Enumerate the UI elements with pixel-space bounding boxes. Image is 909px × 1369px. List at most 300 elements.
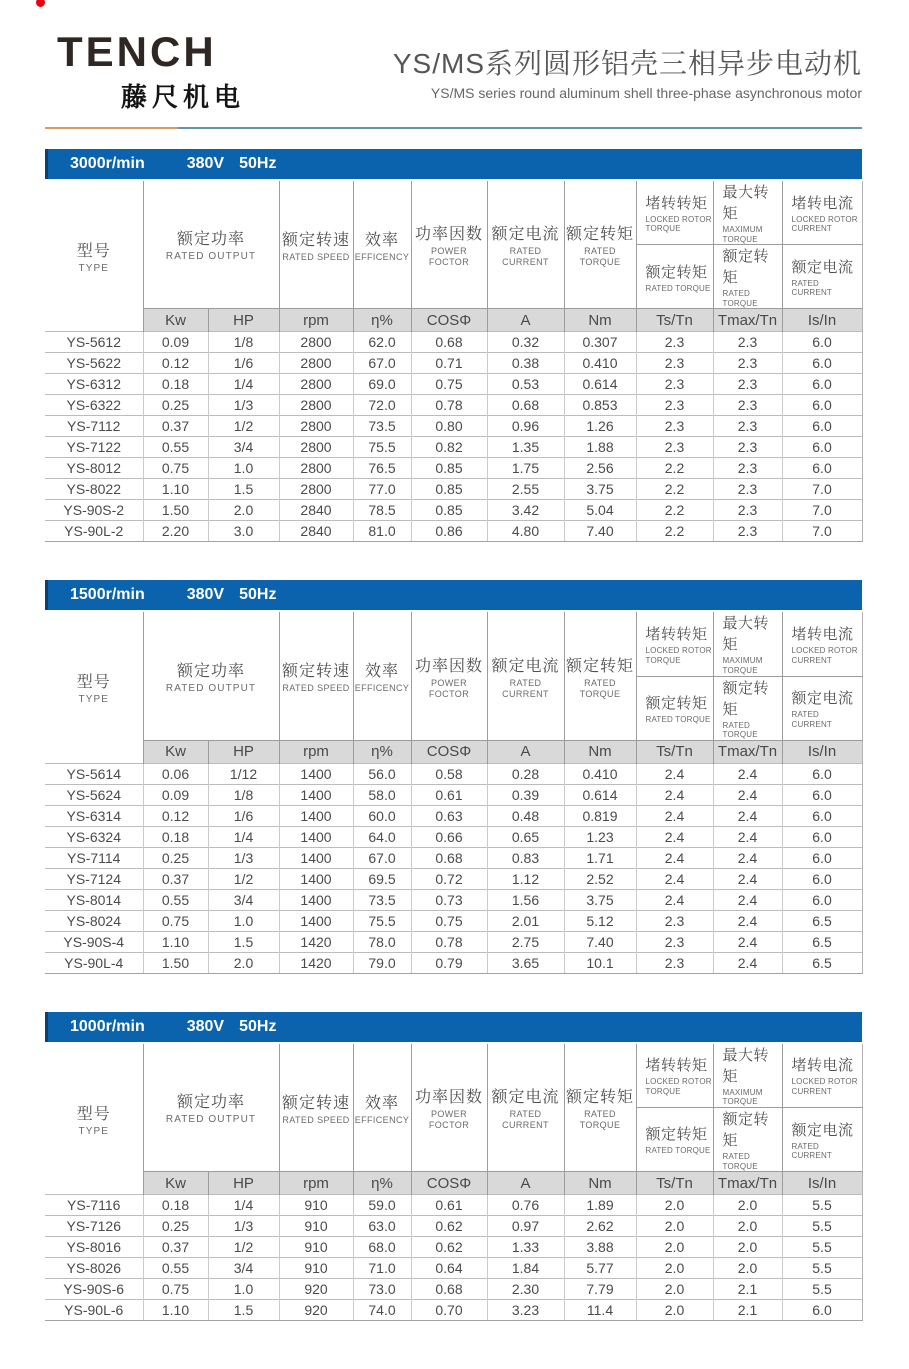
unit-cell: COSΦ xyxy=(411,740,487,763)
value-cell: 2800 xyxy=(279,458,353,479)
unit-cell: COSΦ xyxy=(411,1172,487,1195)
value-cell: 6.0 xyxy=(782,395,862,416)
value-cell: 7.79 xyxy=(564,1279,636,1300)
spec-row xyxy=(45,374,862,395)
col-maximum-torque: 最大转矩 MAXIMUM TORQUE xyxy=(713,181,782,245)
value-cell: 5.5 xyxy=(782,1237,862,1258)
value-cell: 910 xyxy=(279,1195,353,1216)
band-speed: 1500r/min xyxy=(70,586,145,604)
value-cell: 0.76 xyxy=(487,1195,564,1216)
value-cell: 0.71 xyxy=(411,353,487,374)
value-cell: 0.614 xyxy=(564,374,636,395)
value-cell: 0.68 xyxy=(411,847,487,868)
value-cell: 2.0 xyxy=(713,1258,782,1279)
value-cell: 2840 xyxy=(279,521,353,542)
value-cell: 0.18 xyxy=(143,826,208,847)
value-cell: 1.5 xyxy=(208,1300,279,1321)
value-cell: 6.0 xyxy=(782,458,862,479)
value-cell: 0.32 xyxy=(487,332,564,353)
model-cell: YS-5614 xyxy=(45,763,143,784)
spec-row xyxy=(45,847,862,868)
spec-row xyxy=(45,1258,862,1279)
value-cell: 7.0 xyxy=(782,521,862,542)
value-cell: 2.30 xyxy=(487,1279,564,1300)
value-cell: 1400 xyxy=(279,805,353,826)
value-cell: 5.12 xyxy=(564,910,636,931)
value-cell: 6.0 xyxy=(782,1300,862,1321)
unit-cell: HP xyxy=(208,740,279,763)
value-cell: 0.79 xyxy=(411,952,487,973)
unit-cell: rpm xyxy=(279,1172,353,1195)
spec-row xyxy=(45,395,862,416)
col-rated-speed: 额定转速 RATED SPEED xyxy=(279,181,353,309)
value-cell: 0.55 xyxy=(143,437,208,458)
value-cell: 0.18 xyxy=(143,1195,208,1216)
value-cell: 5.5 xyxy=(782,1279,862,1300)
value-cell: 6.0 xyxy=(782,784,862,805)
model-cell: YS-8016 xyxy=(45,1237,143,1258)
value-cell: 76.5 xyxy=(353,458,411,479)
value-cell: 2.4 xyxy=(713,889,782,910)
unit-cell: Nm xyxy=(564,309,636,332)
value-cell: 0.25 xyxy=(143,395,208,416)
value-cell: 3.75 xyxy=(564,889,636,910)
value-cell: 6.0 xyxy=(782,374,862,395)
model-cell: YS-6324 xyxy=(45,826,143,847)
value-cell: 2800 xyxy=(279,353,353,374)
value-cell: 10.1 xyxy=(564,952,636,973)
unit-cell: Kw xyxy=(143,740,208,763)
value-cell: 69.5 xyxy=(353,868,411,889)
value-cell: 0.75 xyxy=(143,458,208,479)
value-cell: 1.71 xyxy=(564,847,636,868)
col-type: 型号 TYPE xyxy=(76,1105,111,1137)
value-cell: 2.55 xyxy=(487,479,564,500)
value-cell: 0.63 xyxy=(411,805,487,826)
value-cell: 2.1 xyxy=(713,1279,782,1300)
col-efficiency: 效率 EFFICENCY xyxy=(353,1044,411,1172)
value-cell: 1.84 xyxy=(487,1258,564,1279)
model-cell: YS-90S-6 xyxy=(45,1279,143,1300)
value-cell: 1/2 xyxy=(208,868,279,889)
model-cell: YS-7114 xyxy=(45,847,143,868)
model-cell: YS-5622 xyxy=(45,353,143,374)
col-rated-torque: 额定转矩 RATED TORQUE xyxy=(564,181,636,309)
spec-row xyxy=(45,416,862,437)
value-cell: 0.97 xyxy=(487,1216,564,1237)
value-cell: 6.5 xyxy=(782,931,862,952)
value-cell: 67.0 xyxy=(353,847,411,868)
value-cell: 2.4 xyxy=(636,763,713,784)
value-cell: 1.0 xyxy=(208,1279,279,1300)
value-cell: 63.0 xyxy=(353,1216,411,1237)
spec-row xyxy=(45,353,862,374)
model-cell: YS-90L-6 xyxy=(45,1300,143,1321)
col-rated-speed: 额定转速 RATED SPEED xyxy=(279,1044,353,1172)
model-cell: YS-90L-2 xyxy=(45,521,143,542)
value-cell: 1/2 xyxy=(208,416,279,437)
value-cell: 6.0 xyxy=(782,805,862,826)
value-cell: 1.10 xyxy=(143,1300,208,1321)
value-cell: 1/3 xyxy=(208,1216,279,1237)
value-cell: 2.0 xyxy=(636,1258,713,1279)
spec-row xyxy=(45,805,862,826)
value-cell: 2800 xyxy=(279,479,353,500)
value-cell: 2.3 xyxy=(636,353,713,374)
col-locked-rotor-torque: 堵转转矩 LOCKED ROTOR TORQUE xyxy=(636,181,713,245)
col-rated-current: 额定电流 RATED CURRENT xyxy=(487,181,564,309)
col-rated-torque: 额定转矩 RATED TORQUE xyxy=(564,612,636,740)
value-cell: 2.3 xyxy=(636,910,713,931)
value-cell: 0.75 xyxy=(143,910,208,931)
value-cell: 2.4 xyxy=(713,868,782,889)
model-cell: YS-90S-4 xyxy=(45,931,143,952)
value-cell: 0.68 xyxy=(487,395,564,416)
value-cell: 1400 xyxy=(279,910,353,931)
value-cell: 2.1 xyxy=(713,1300,782,1321)
value-cell: 910 xyxy=(279,1216,353,1237)
col-power-factor: 功率因数 POWER FOCTOR xyxy=(411,1044,487,1172)
motor-spec-section xyxy=(45,580,862,973)
col-ratio-rated-current: 额定电流 RATED CURRENT xyxy=(782,676,862,740)
value-cell: 920 xyxy=(279,1300,353,1321)
value-cell: 0.80 xyxy=(411,416,487,437)
value-cell: 3.88 xyxy=(564,1237,636,1258)
model-cell: YS-90S-2 xyxy=(45,500,143,521)
value-cell: 5.5 xyxy=(782,1195,862,1216)
title-block xyxy=(393,28,862,101)
spec-row xyxy=(45,1237,862,1258)
value-cell: 1.10 xyxy=(143,479,208,500)
page-title: YS/MS系列圆形铝壳三相异步电动机 xyxy=(392,48,862,79)
value-cell: 2.4 xyxy=(713,784,782,805)
spec-row xyxy=(45,1279,862,1300)
value-cell: 1/3 xyxy=(208,395,279,416)
value-cell: 0.25 xyxy=(143,847,208,868)
value-cell: 0.853 xyxy=(564,395,636,416)
value-cell: 0.62 xyxy=(411,1237,487,1258)
value-cell: 0.64 xyxy=(411,1258,487,1279)
value-cell: 0.61 xyxy=(411,1195,487,1216)
band-frequency: 50Hz xyxy=(239,586,277,604)
value-cell: 3.23 xyxy=(487,1300,564,1321)
value-cell: 2.3 xyxy=(713,479,782,500)
band-frequency: 50Hz xyxy=(239,155,277,173)
value-cell: 2.0 xyxy=(208,952,279,973)
spec-row xyxy=(45,1216,862,1237)
value-cell: 0.96 xyxy=(487,416,564,437)
value-cell: 7.40 xyxy=(564,521,636,542)
spec-row xyxy=(45,784,862,805)
col-ratio-rated-torque: 额定转矩 RATED TORQUE xyxy=(636,676,713,740)
value-cell: 2.4 xyxy=(713,826,782,847)
value-cell: 69.0 xyxy=(353,374,411,395)
value-cell: 2.3 xyxy=(636,416,713,437)
unit-cell: Is/In xyxy=(782,1172,862,1195)
value-cell: 0.38 xyxy=(487,353,564,374)
value-cell: 5.5 xyxy=(782,1258,862,1279)
unit-cell: rpm xyxy=(279,309,353,332)
col-ratio-rated-torque: 额定转矩 RATED TORQUE xyxy=(713,245,782,309)
value-cell: 2.20 xyxy=(143,521,208,542)
spec-row xyxy=(45,910,862,931)
value-cell: 7.0 xyxy=(782,500,862,521)
value-cell: 1.50 xyxy=(143,952,208,973)
value-cell: 2.2 xyxy=(636,521,713,542)
value-cell: 2.3 xyxy=(636,395,713,416)
value-cell: 1/8 xyxy=(208,784,279,805)
value-cell: 6.0 xyxy=(782,353,862,374)
value-cell: 0.12 xyxy=(143,805,208,826)
col-rated-speed: 额定转速 RATED SPEED xyxy=(279,612,353,740)
value-cell: 0.55 xyxy=(143,1258,208,1279)
col-locked-rotor-current: 堵转电流 LOCKED ROTOR CURRENT xyxy=(782,612,862,676)
value-cell: 0.28 xyxy=(487,763,564,784)
value-cell: 2.0 xyxy=(208,500,279,521)
value-cell: 2.0 xyxy=(636,1195,713,1216)
value-cell: 2.3 xyxy=(713,437,782,458)
speed-band xyxy=(45,1012,862,1042)
spec-row xyxy=(45,479,862,500)
value-cell: 2.3 xyxy=(713,416,782,437)
value-cell: 2.3 xyxy=(636,437,713,458)
col-locked-rotor-torque: 堵转转矩 LOCKED ROTOR TORQUE xyxy=(636,1044,713,1108)
value-cell: 2.3 xyxy=(636,952,713,973)
value-cell: 2800 xyxy=(279,374,353,395)
value-cell: 0.58 xyxy=(411,763,487,784)
unit-cell: A xyxy=(487,1172,564,1195)
value-cell: 1/3 xyxy=(208,847,279,868)
spec-row xyxy=(45,931,862,952)
value-cell: 1.10 xyxy=(143,931,208,952)
unit-cell: Ts/Tn xyxy=(636,740,713,763)
value-cell: 0.25 xyxy=(143,1216,208,1237)
unit-cell: Ts/Tn xyxy=(636,309,713,332)
value-cell: 5.77 xyxy=(564,1258,636,1279)
value-cell: 73.0 xyxy=(353,1279,411,1300)
band-speed: 1000r/min xyxy=(70,1017,145,1035)
value-cell: 2.4 xyxy=(636,847,713,868)
value-cell: 0.68 xyxy=(411,332,487,353)
value-cell: 74.0 xyxy=(353,1300,411,1321)
value-cell: 67.0 xyxy=(353,353,411,374)
value-cell: 1/4 xyxy=(208,374,279,395)
value-cell: 6.0 xyxy=(782,437,862,458)
unit-cell: HP xyxy=(208,309,279,332)
value-cell: 2.0 xyxy=(713,1237,782,1258)
band-speed: 3000r/min xyxy=(70,155,145,173)
model-cell: YS-90L-4 xyxy=(45,952,143,973)
spec-table-body xyxy=(45,1195,862,1321)
value-cell: 0.85 xyxy=(411,458,487,479)
unit-cell: A xyxy=(487,740,564,763)
value-cell: 1.35 xyxy=(487,437,564,458)
col-maximum-torque: 最大转矩 MAXIMUM TORQUE xyxy=(713,612,782,676)
value-cell: 2.3 xyxy=(636,931,713,952)
value-cell: 0.614 xyxy=(564,784,636,805)
value-cell: 2.0 xyxy=(636,1300,713,1321)
value-cell: 1.56 xyxy=(487,889,564,910)
value-cell: 1/2 xyxy=(208,1237,279,1258)
spec-row xyxy=(45,952,862,973)
unit-cell: A xyxy=(487,309,564,332)
value-cell: 0.86 xyxy=(411,521,487,542)
spec-table xyxy=(45,612,863,973)
value-cell: 1400 xyxy=(279,868,353,889)
value-cell: 0.78 xyxy=(411,395,487,416)
value-cell: 910 xyxy=(279,1237,353,1258)
band-frequency: 50Hz xyxy=(239,1017,277,1035)
col-ratio-rated-torque: 额定转矩 RATED TORQUE xyxy=(636,1108,713,1172)
value-cell: 5.5 xyxy=(782,1216,862,1237)
spec-table-body xyxy=(45,763,862,973)
value-cell: 0.39 xyxy=(487,784,564,805)
value-cell: 0.09 xyxy=(143,784,208,805)
spec-table-body xyxy=(45,332,862,542)
band-voltage: 380V xyxy=(186,586,225,604)
col-rated-current: 额定电流 RATED CURRENT xyxy=(487,1044,564,1172)
col-efficiency: 效率 EFFICENCY xyxy=(353,612,411,740)
value-cell: 1/12 xyxy=(208,763,279,784)
value-cell: 71.0 xyxy=(353,1258,411,1279)
value-cell: 2.0 xyxy=(713,1195,782,1216)
model-cell: YS-5624 xyxy=(45,784,143,805)
col-rated-torque: 额定转矩 RATED TORQUE xyxy=(564,1044,636,1172)
value-cell: 75.5 xyxy=(353,910,411,931)
model-cell: YS-8024 xyxy=(45,910,143,931)
value-cell: 2.4 xyxy=(713,847,782,868)
unit-cell: η% xyxy=(353,1172,411,1195)
value-cell: 2.4 xyxy=(713,952,782,973)
unit-cell: Tmax/Tn xyxy=(713,1172,782,1195)
value-cell: 1/4 xyxy=(208,1195,279,1216)
value-cell: 2.0 xyxy=(636,1237,713,1258)
value-cell: 2.01 xyxy=(487,910,564,931)
value-cell: 1.75 xyxy=(487,458,564,479)
value-cell: 0.83 xyxy=(487,847,564,868)
value-cell: 2.0 xyxy=(713,1216,782,1237)
value-cell: 73.5 xyxy=(353,416,411,437)
value-cell: 78.0 xyxy=(353,931,411,952)
logo-wordmark: TENCH xyxy=(57,28,217,75)
units-row xyxy=(45,740,862,763)
model-cell: YS-6322 xyxy=(45,395,143,416)
value-cell: 0.37 xyxy=(143,1237,208,1258)
value-cell: 0.61 xyxy=(411,784,487,805)
value-cell: 1.26 xyxy=(564,416,636,437)
logo-red-dot-icon xyxy=(36,0,45,7)
value-cell: 5.04 xyxy=(564,500,636,521)
value-cell: 1.5 xyxy=(208,931,279,952)
value-cell: 2.3 xyxy=(713,395,782,416)
value-cell: 79.0 xyxy=(353,952,411,973)
value-cell: 3.42 xyxy=(487,500,564,521)
spec-row xyxy=(45,868,862,889)
band-voltage: 380V xyxy=(186,155,225,173)
col-locked-rotor-torque: 堵转转矩 LOCKED ROTOR TORQUE xyxy=(636,612,713,676)
col-ratio-rated-torque: 额定转矩 RATED TORQUE xyxy=(713,1108,782,1172)
col-maximum-torque: 最大转矩 MAXIMUM TORQUE xyxy=(713,1044,782,1108)
value-cell: 56.0 xyxy=(353,763,411,784)
value-cell: 2800 xyxy=(279,332,353,353)
value-cell: 3.75 xyxy=(564,479,636,500)
model-cell: YS-8014 xyxy=(45,889,143,910)
speed-band xyxy=(45,580,862,610)
spec-row xyxy=(45,521,862,542)
value-cell: 3/4 xyxy=(208,1258,279,1279)
value-cell: 2.3 xyxy=(713,353,782,374)
unit-cell: Tmax/Tn xyxy=(713,309,782,332)
col-locked-rotor-current: 堵转电流 LOCKED ROTOR CURRENT xyxy=(782,1044,862,1108)
value-cell: 6.0 xyxy=(782,889,862,910)
page-subtitle: YS/MS series round aluminum shell three-phase asynchronous motor xyxy=(430,85,862,101)
value-cell: 72.0 xyxy=(353,395,411,416)
motor-spec-section xyxy=(45,1012,862,1321)
spec-row xyxy=(45,332,862,353)
col-rated-output: 额定功率 RATED OUTPUT xyxy=(143,1044,279,1172)
value-cell: 910 xyxy=(279,1258,353,1279)
col-rated-output: 额定功率 RATED OUTPUT xyxy=(143,612,279,740)
spec-row xyxy=(45,826,862,847)
unit-cell: Is/In xyxy=(782,740,862,763)
value-cell: 0.410 xyxy=(564,353,636,374)
value-cell: 1.50 xyxy=(143,500,208,521)
value-cell: 4.80 xyxy=(487,521,564,542)
spec-row xyxy=(45,763,862,784)
value-cell: 58.0 xyxy=(353,784,411,805)
value-cell: 0.73 xyxy=(411,889,487,910)
value-cell: 2.4 xyxy=(636,826,713,847)
col-locked-rotor-current: 堵转电流 LOCKED ROTOR CURRENT xyxy=(782,181,862,245)
value-cell: 2.3 xyxy=(636,332,713,353)
value-cell: 1420 xyxy=(279,952,353,973)
model-cell: YS-6312 xyxy=(45,374,143,395)
spec-tables-area xyxy=(45,149,862,1321)
value-cell: 1400 xyxy=(279,889,353,910)
value-cell: 0.75 xyxy=(143,1279,208,1300)
value-cell: 6.0 xyxy=(782,763,862,784)
value-cell: 3.0 xyxy=(208,521,279,542)
value-cell: 1.12 xyxy=(487,868,564,889)
value-cell: 2.4 xyxy=(713,931,782,952)
value-cell: 7.40 xyxy=(564,931,636,952)
value-cell: 1.33 xyxy=(487,1237,564,1258)
value-cell: 0.09 xyxy=(143,332,208,353)
value-cell: 77.0 xyxy=(353,479,411,500)
value-cell: 1/4 xyxy=(208,826,279,847)
col-ratio-rated-torque: 额定转矩 RATED TORQUE xyxy=(636,245,713,309)
brand-divider xyxy=(45,127,862,129)
value-cell: 2.2 xyxy=(636,500,713,521)
value-cell: 62.0 xyxy=(353,332,411,353)
value-cell: 0.37 xyxy=(143,868,208,889)
model-cell: YS-8022 xyxy=(45,479,143,500)
value-cell: 1400 xyxy=(279,847,353,868)
value-cell: 2.4 xyxy=(636,868,713,889)
value-cell: 2.4 xyxy=(636,784,713,805)
divider-blue-segment xyxy=(178,127,862,129)
value-cell: 1420 xyxy=(279,931,353,952)
value-cell: 81.0 xyxy=(353,521,411,542)
value-cell: 1.0 xyxy=(208,910,279,931)
spec-row xyxy=(45,458,862,479)
value-cell: 0.66 xyxy=(411,826,487,847)
value-cell: 2.56 xyxy=(564,458,636,479)
value-cell: 0.55 xyxy=(143,889,208,910)
value-cell: 1/8 xyxy=(208,332,279,353)
unit-cell: Nm xyxy=(564,740,636,763)
value-cell: 2800 xyxy=(279,437,353,458)
